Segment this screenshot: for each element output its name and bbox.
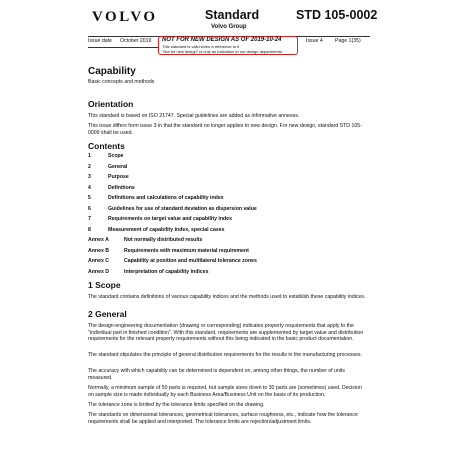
general-paragraph-3: The accuracy with which capability can be determined is dependent on, among other things, the number of units measured.: [88, 368, 345, 381]
toc-item-number: Annex B: [88, 247, 110, 254]
general-paragraph-1: The design-engineering documentation (drawing or corresponding) indicates property requirements that apply to the "individual part in finished condition". With this standard, requirements are supplemented by target value and distribution requirements for the relevant property requirements without this being indicated in the basic product documentation.: [88, 323, 364, 343]
volvo-logo: VOLVO: [92, 9, 158, 25]
toc-item: [88, 216, 288, 224]
toc-item-title: Not normally distributed results: [124, 237, 203, 243]
standard-subtitle: Volvo Group: [211, 24, 247, 30]
orientation-paragraph-1: This standard is based on ISO 21747. Special guidelines are added as informative annexes.: [88, 113, 300, 119]
banner-text: NOT FOR NEW DESIGN AS OF 2019-10-24: [162, 37, 282, 43]
toc-item-number: 2: [88, 163, 91, 170]
banner-notes: [162, 45, 283, 54]
banner-note-1: This standard is valid when a reference to it: [162, 44, 240, 49]
toc-item-title: Purpose: [108, 174, 129, 180]
orientation-paragraph-2: This issue differs from issue 3 in that the standard no longer applies to new design. For new design, standard STD 105-0009 shall be used.: [88, 123, 362, 136]
general-paragraph-4: Normally, a minimum sample of 50 parts is required, but sample sizes down to 30 parts are (sometimes) used. Decision on sample size is made individually by each Business Area/Business Unit on the basis of its production.: [88, 385, 362, 398]
toc-item: [88, 269, 288, 277]
general-paragraph-5: The tolerance zone is limited by the tolerance limits specified on the drawing.: [88, 402, 265, 408]
toc-item: [88, 258, 288, 266]
toc-item-number: Annex D: [88, 268, 110, 275]
toc-item: [88, 237, 288, 245]
toc-item-title: Requirements with maximum material requirement: [124, 247, 249, 254]
orientation-heading: Orientation: [88, 99, 134, 109]
toc-item-number: 6: [88, 205, 91, 212]
toc-item-number: Annex C: [88, 258, 110, 264]
general-heading: 2 General: [88, 309, 127, 319]
toc-item-title: Interpretation of capability indices: [124, 268, 209, 275]
scope-heading: 1 Scope: [88, 280, 121, 290]
contents-heading: Contents: [88, 141, 125, 151]
toc-item: [88, 195, 288, 203]
general-paragraph-6: The standards on dimensional tolerances, geometrical tolerances, surface roughness, etc., indicate how the tolerance requirements shall be applied and interpreted. The tolerance limits are rejection/adjustment limits.: [88, 412, 358, 425]
toc-item-number: Annex A: [88, 237, 109, 243]
toc-item-number: 4: [88, 184, 91, 191]
general-paragraph-2: The standard stipulates the principle of general distribution requirements for the results in the manufacturing processes.: [88, 352, 362, 358]
document-subtitle: Basic concepts and methods: [88, 79, 155, 85]
issue-date: October 2019: [120, 38, 152, 44]
toc-item-title: Measurement of capability index, special cases: [108, 226, 225, 233]
standard-number: STD 105-0002: [296, 8, 378, 22]
toc-item: [88, 185, 288, 193]
issue-number: Issue 4: [306, 38, 323, 44]
toc-item-number: 3: [88, 174, 91, 180]
toc-item: [88, 248, 288, 256]
issue-date-label: Issue date: [88, 38, 112, 44]
toc-item: [88, 174, 288, 182]
toc-item-number: 7: [88, 216, 91, 222]
banner-note-2: "Not for new design" is only an indication to our design departments.: [162, 48, 283, 54]
toc-item-title: Requirements on target value and capability index: [108, 216, 232, 222]
toc-item-title: Definitions and calculations of capability index: [108, 195, 224, 201]
toc-item: [88, 164, 288, 172]
document-title: Capability: [88, 66, 136, 77]
header-divider-left: [88, 47, 158, 48]
page-number: Page 1(35): [335, 38, 361, 44]
toc-item-number: 1: [88, 153, 91, 159]
toc-item-number: 8: [88, 226, 91, 233]
toc-item-title: General: [108, 163, 128, 170]
toc-item-number: 5: [88, 195, 91, 201]
toc-item: [88, 153, 288, 161]
standard-title: Standard: [205, 8, 260, 22]
toc-item-title: Guidelines for use of standard deviation as dispersion value: [108, 205, 257, 212]
toc-item: [88, 206, 288, 214]
toc-item-title: Capability at position and multilateral tolerance zones: [124, 258, 257, 264]
toc-item-title: Scope: [108, 153, 124, 159]
toc-item: [88, 227, 288, 235]
toc-item-title: Definitions: [108, 184, 135, 191]
scope-paragraph-1: The standard contains definitions of various capability indices and the methods used to establish these capability indices.: [88, 294, 366, 300]
